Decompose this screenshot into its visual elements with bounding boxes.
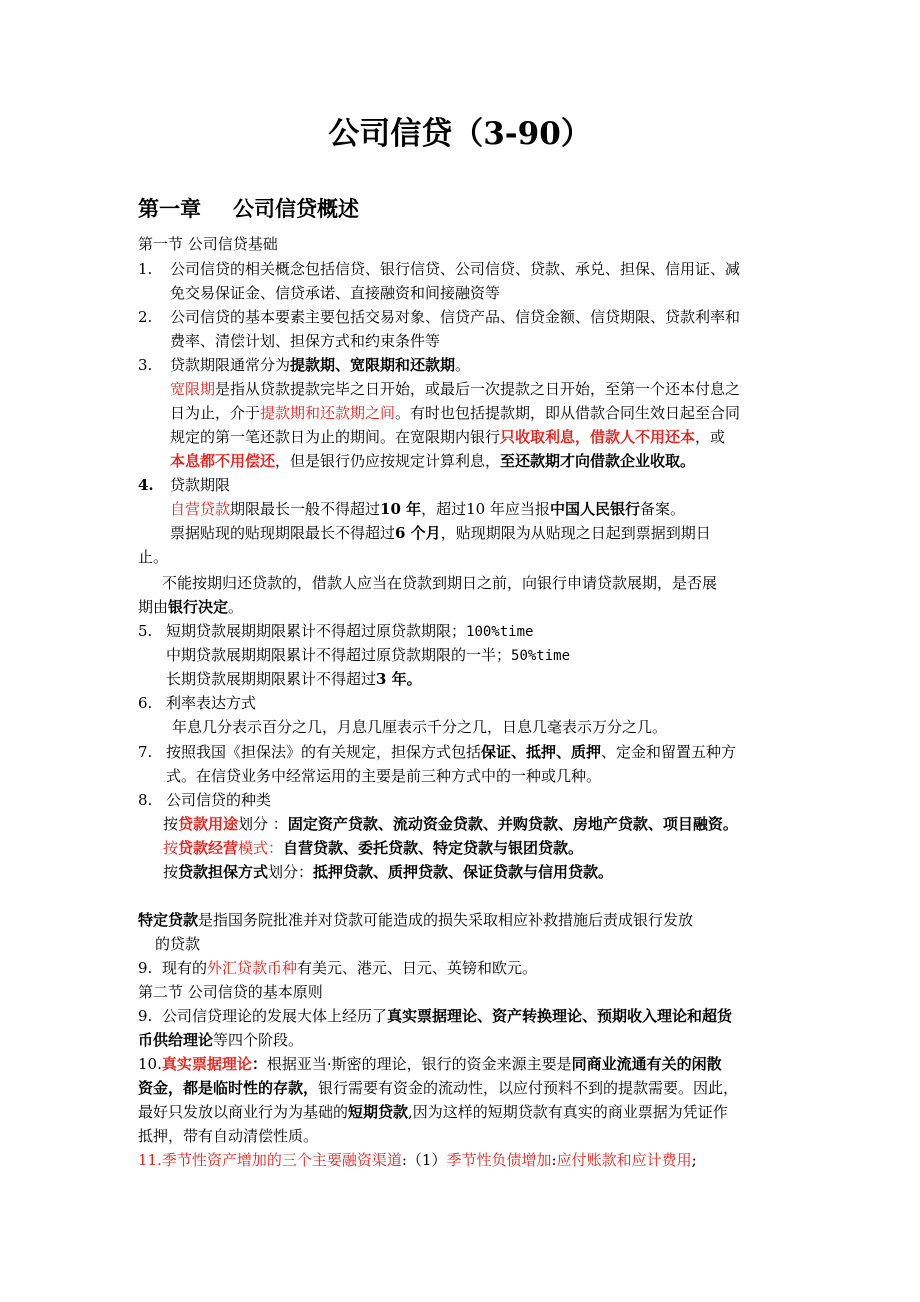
list-item-2 [138, 307, 740, 327]
item-text: 公司信贷的相关概念包括信贷、银行信贷、公司信贷、贷款、承兑、担保、信用证、减 [170, 260, 741, 278]
line-text: 。 [228, 598, 244, 616]
list-item-1 [138, 259, 740, 279]
list-item-1-cont: 免交易保证金、信贷承诺、直接融资和间接融资等 [170, 284, 501, 302]
line-emphasis: 银行决定 [168, 598, 229, 616]
line-text: ，或 [695, 428, 726, 446]
grace-period-line-2 [170, 403, 740, 423]
item-number: 4. [138, 476, 154, 494]
item-text: 现有的 [162, 959, 208, 977]
chapter-name: 公司信贷概述 [233, 196, 359, 221]
line-text: 期限最长一般不得超过 [230, 500, 381, 518]
list-item-9b-cont [138, 1030, 303, 1050]
item-text: 贷款期限通常分为 [170, 356, 291, 374]
item-number: 9. [138, 959, 153, 977]
line-text: 按 [163, 863, 179, 881]
line-text: 。有时也包括提款期，即从借款合同生效日起至合同 [395, 404, 741, 422]
term-highlight: 提款期和还款期之间 [260, 404, 396, 422]
line-text: ，贴现期限为从贴现之日起到票据到期日 [440, 524, 711, 542]
line-emphasis: 固定资产贷款、流动资金贷款、并购贷款、房地产贷款、项目融资。 [287, 815, 738, 833]
item-emphasis: 真实票据理论、资产转换理论、预期收入理论和超货 [387, 1007, 733, 1025]
list-item-2-cont: 费率、清偿计划、担保方式和约束条件等 [170, 332, 441, 350]
section-heading-2: 第二节 公司信贷的基本原则 [138, 983, 323, 1001]
item-code: 100%time [466, 624, 534, 640]
item-text: 按照我国《担保法》的有关规定，担保方式包括 [166, 743, 482, 761]
item-number: 9. [138, 1007, 153, 1025]
term-highlight: 外汇贷款币种 [207, 959, 298, 977]
item-text: 公司信贷的种类 [166, 791, 272, 809]
list-item-7-cont: 式。在信贷业务中经常运用的主要是前三种方式中的一种或几种。 [166, 767, 602, 785]
line-emphasis: 自营贷款、委托贷款、特定贷款与银团贷款。 [283, 839, 584, 857]
interest-rate-line: 年息几分表示百分之几，月息几厘表示千分之几，日息几毫表示万分之几。 [172, 718, 668, 736]
term-highlight: 贷款用途 [178, 815, 239, 833]
item-text: 利率表达方式 [166, 694, 257, 712]
line-text: ,因为这样的短期贷款有真实的商业票据为凭证作 [408, 1103, 728, 1121]
item-number: 8. [138, 791, 153, 809]
line-text: 中期贷款展期期限累计不得超过原贷款期限的一半； [166, 646, 512, 664]
line-text: 最好只发放以商业行为为基础的 [138, 1103, 349, 1121]
line-text: 票据贴现的贴现期限最长不得超过 [170, 524, 396, 542]
line-emphasis: 资金，都是临时性的存款， [138, 1079, 319, 1097]
item-text: ; [691, 1151, 697, 1169]
item-text: 。 [455, 356, 471, 374]
line-emphasis: 短期贷款 [348, 1103, 409, 1121]
item-number: 11. [138, 1151, 162, 1169]
extension-long [166, 669, 422, 689]
item-number: 10. [138, 1055, 162, 1073]
line-emphasis: 抵押贷款、质押贷款、保证贷款与信用贷款。 [313, 863, 614, 881]
item-emphasis: 提款期、宽限期和还款期 [290, 356, 456, 374]
line-text: 划分： [268, 863, 314, 881]
special-loan-definition-cont: 的贷款 [155, 935, 201, 953]
term-highlight: 季节性资产增加的三个主要融资渠道 [161, 1151, 402, 1169]
line-text: 是指从贷款提款完毕之日开始，或最后一次提款之日开始，至第一个还本付息之 [215, 380, 741, 398]
item-emphasis: ： [251, 1055, 267, 1073]
grace-period-line-4 [170, 451, 695, 471]
item-text: 公司信贷理论的发展大体上经历了 [162, 1007, 388, 1025]
chapter-heading [138, 194, 359, 224]
item-text: 根据亚当·斯密的理论，银行的资金来源主要是 [266, 1055, 572, 1073]
list-item-9b [138, 1006, 732, 1026]
item-text: 公司信贷的基本要素主要包括交易对象、信贷产品、信贷金额、信贷期限、贷款利率和 [170, 308, 741, 326]
line-emphasis: 特定贷款 [138, 911, 199, 929]
list-item-11 [138, 1150, 697, 1170]
term-highlight: 自营贷款 [170, 500, 231, 518]
item-number: 2. [138, 308, 153, 326]
term-highlight: 宽限期 [170, 380, 216, 398]
term-highlight: 应付账款和应计费用 [556, 1151, 692, 1169]
list-item-8 [138, 790, 271, 810]
line-text: 划分 ： [238, 815, 288, 833]
item-text: 、定金和留置五种方 [601, 743, 737, 761]
discount-term-line-2: 止。 [138, 548, 169, 566]
line-text: 长期贷款展期期限累计不得超过 [166, 670, 377, 688]
list-item-10-cont-2 [138, 1102, 728, 1122]
grace-period-line-1 [170, 379, 740, 399]
line-text: 备案。 [640, 500, 686, 518]
line-text: ，超过10 年应当报 [421, 500, 550, 518]
extension-line-2 [138, 597, 243, 617]
item-number: 6. [138, 694, 153, 712]
list-item-10-cont-1 [138, 1078, 738, 1098]
item-text: 短期贷款展期期限累计不得超过原贷款期限； [166, 622, 467, 640]
chapter-label: 第一章 [138, 196, 201, 221]
term-highlight: 按 [163, 839, 179, 857]
list-item-7 [138, 742, 736, 762]
item-text: 有美元、港元、日元、英镑和欧元。 [297, 959, 538, 977]
term-highlight: 贷款经营 [178, 839, 239, 857]
extension-line-1: 不能按期归还贷款的，借款人应当在贷款到期日之前，向银行申请贷款展期，是否展 [162, 574, 718, 592]
term-highlight: 模式： [238, 839, 284, 857]
line-text: ，但是银行仍应按规定计算利息， [275, 452, 501, 470]
line-text: 等四个阶段。 [213, 1031, 304, 1049]
item-emphasis: 保证、抵押、质押 [481, 743, 602, 761]
list-item-6 [138, 693, 256, 713]
term-highlight: 季节性负债增加 [446, 1151, 552, 1169]
special-loan-definition [138, 910, 693, 930]
line-code: 50%time [511, 648, 571, 664]
list-item-3 [138, 355, 470, 375]
line-emphasis: 3 年。 [376, 670, 422, 688]
line-text: 按 [163, 815, 179, 833]
list-item-10 [138, 1054, 722, 1074]
item-number: 1. [138, 260, 153, 278]
grace-period-line-3 [170, 427, 725, 447]
list-item-9a [138, 958, 537, 978]
item-emphasis: 同商业流通有关的闲散 [571, 1055, 722, 1073]
item-text: : [551, 1151, 557, 1169]
extension-medium [166, 645, 570, 666]
line-text: 是指国务院批准并对贷款可能造成的损失采取相应补救措施后责成银行发放 [198, 911, 694, 929]
list-item-5 [138, 621, 533, 642]
line-emphasis: 至还款期才向借款企业收取。 [500, 452, 696, 470]
line-emphasis: 6 个月 [395, 524, 441, 542]
term-highlight: 只收取利息，借款人不用还本 [500, 428, 696, 446]
line-text: 日为止，介于 [170, 404, 261, 422]
term-highlight: 本息都不用偿还 [170, 452, 276, 470]
discount-term-line-1 [170, 523, 711, 543]
term-highlight: 真实票据理论 [161, 1055, 252, 1073]
loan-term-line-1 [170, 499, 685, 519]
list-item-10-cont-3: 抵押，带有自动清偿性质。 [138, 1127, 319, 1145]
line-emphasis: 中国人民银行 [550, 500, 641, 518]
list-item-4 [138, 475, 230, 495]
loan-type-by-guarantee [163, 862, 613, 882]
line-text: 规定的第一笔还款日为止的期间。在宽限期内银行 [170, 428, 501, 446]
line-text: 期由 [138, 598, 169, 616]
line-text: 银行需要有资金的流动性，以应付预料不到的提款需要。因此， [318, 1079, 739, 1097]
item-number: 7. [138, 743, 153, 761]
line-emphasis: 10 年 [380, 500, 422, 518]
document-title: 公司信贷（3-90） [328, 116, 592, 152]
item-text: 贷款期限 [170, 476, 231, 494]
line-emphasis: 贷款担保方式 [178, 863, 269, 881]
section-heading-1: 第一节 公司信贷基础 [138, 235, 278, 253]
loan-type-by-purpose [163, 814, 738, 834]
line-emphasis: 币供给理论 [138, 1031, 214, 1049]
item-text: :（1） [401, 1151, 447, 1169]
loan-type-by-operation [163, 838, 583, 858]
item-number: 5. [138, 622, 153, 640]
item-number: 3. [138, 356, 153, 374]
